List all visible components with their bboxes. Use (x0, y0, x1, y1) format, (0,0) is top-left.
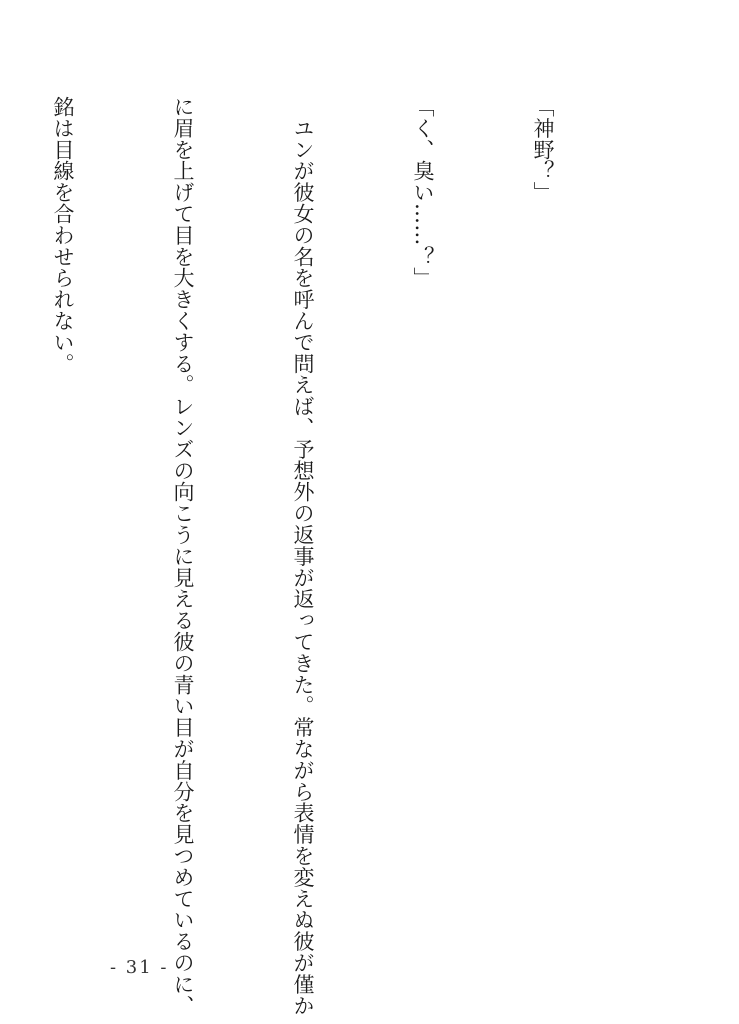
text-line: 「神野？」 (531, 96, 555, 203)
text-line: 銘は目線を合わせられない。 (51, 96, 75, 375)
text-line: ユンが彼女の名を呼んで問えば、予想外の返事が返ってきた。常ながら表情を変えぬ彼が僅か (291, 96, 315, 1017)
page-number: - 31 - (110, 957, 169, 978)
text-line: に眉を上げて目を大きくする。レンズの向こうに見える彼の青い目が自分を見つめているのに、 (171, 96, 195, 1017)
text-line: 「く、臭い……？」 (411, 96, 435, 289)
